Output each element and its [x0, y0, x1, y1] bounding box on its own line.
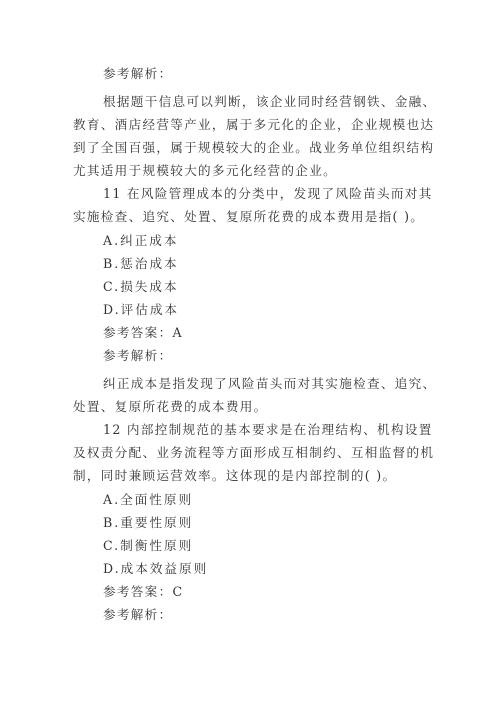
- analysis-line: 教育、酒店经营等产业，属于多元化的企业，企业规模也达: [73, 117, 435, 132]
- option-d: D.成本效益原则: [103, 561, 209, 576]
- option-a: A.纠正成本: [103, 233, 179, 248]
- analysis-label: 参考解析：: [103, 66, 173, 81]
- analysis-line: 根据题干信息可以判断，该企业同时经营钢铁、金融、: [103, 94, 437, 109]
- option-b: B.重要性原则: [103, 515, 194, 530]
- analysis-line: 纠正成本是指发现了风险苗头而对其实施检查、追究、: [103, 376, 437, 391]
- option-c: C.制衡性原则: [103, 538, 194, 553]
- question-stem-line: 及权责分配、业务流程等方面形成互相制约、互相监督的机: [73, 445, 435, 460]
- question-stem-line: 11 在风险管理成本的分类中，发现了风险苗头而对其: [103, 186, 433, 201]
- analysis-label: 参考解析：: [103, 607, 173, 622]
- answer-line: 参考答案：C: [103, 584, 184, 599]
- analysis-line: 处置、复原所花费的成本费用。: [73, 399, 268, 414]
- answer-line: 参考答案：A: [103, 325, 183, 340]
- question-stem-line: 12 内部控制规范的基本要求是在治理结构、机构设置: [103, 422, 433, 437]
- analysis-line: 尤其适用于规模较大的多元化经营的企业。: [73, 163, 337, 178]
- analysis-label: 参考解析：: [103, 348, 173, 363]
- question-stem-line: 实施检查、追究、处置、复原所花费的成本费用是指( )。: [73, 209, 425, 224]
- option-d: D.评估成本: [103, 302, 180, 317]
- option-c: C.损失成本: [103, 279, 179, 294]
- option-a: A.全面性原则: [103, 492, 194, 507]
- option-b: B.惩治成本: [103, 256, 179, 271]
- analysis-line: 到了全国百强，属于规模较大的企业。战业务单位组织结构: [73, 140, 435, 155]
- question-stem-line: 制，同时兼顾运营效率。这体现的是内部控制的( )。: [73, 468, 397, 483]
